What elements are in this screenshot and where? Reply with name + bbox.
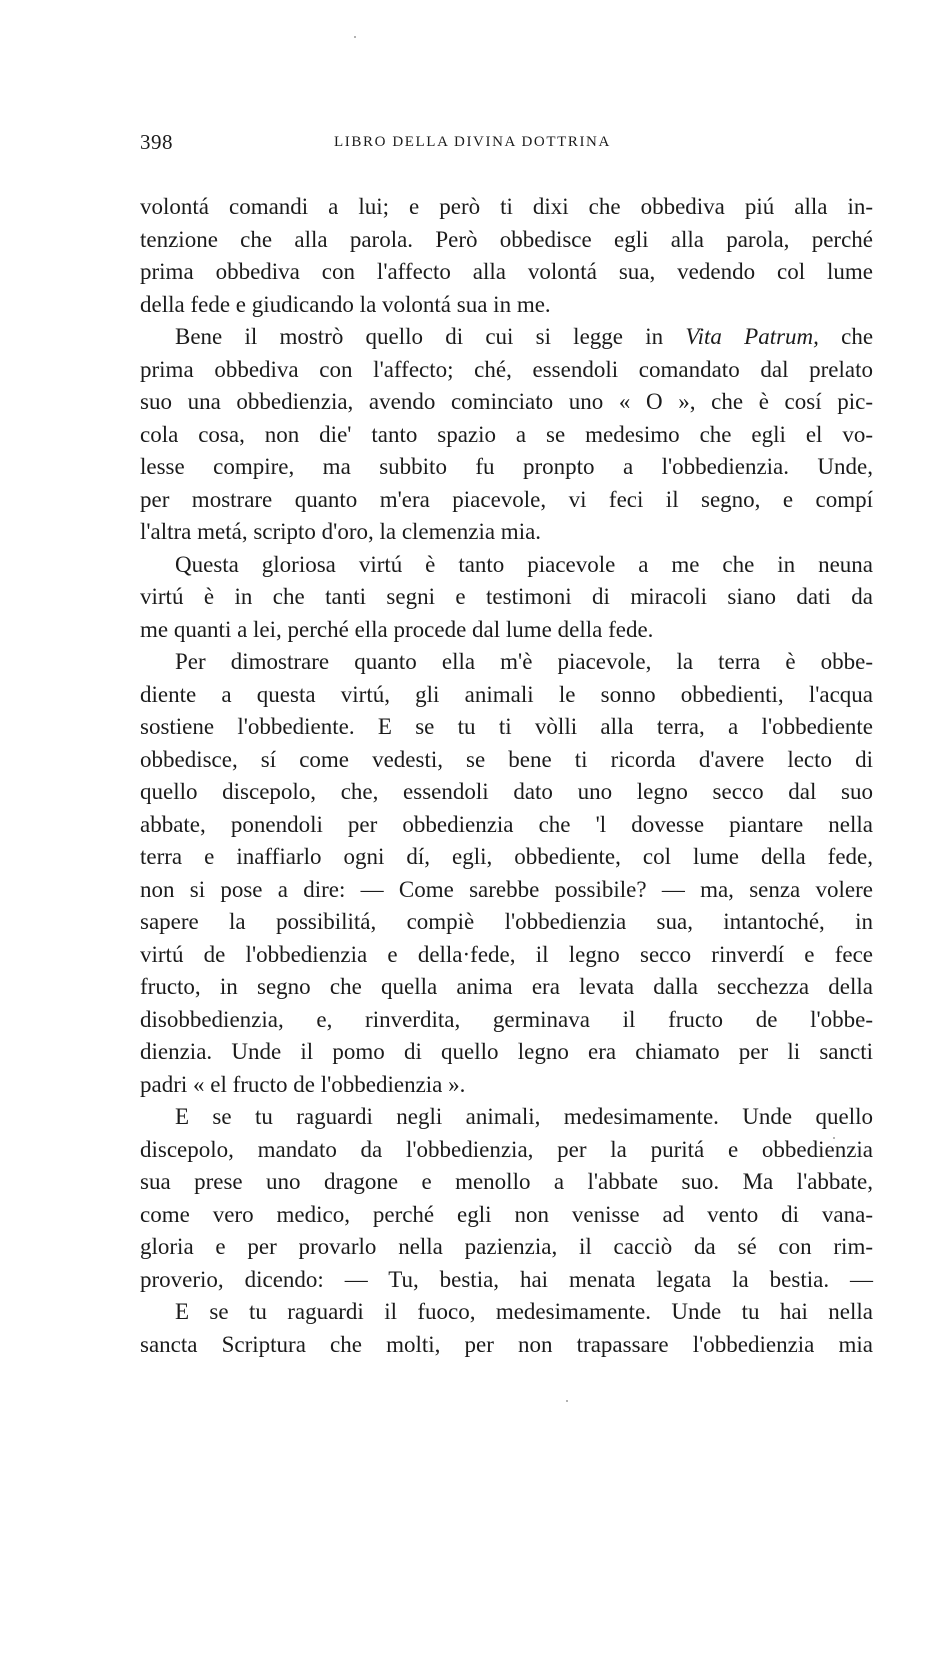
text-line: E se tu raguardi negli animali, medesimamente. Unde quello	[175, 1104, 873, 1129]
text-line: Questa gloriosa virtú è tanto piacevole a me che in neuna	[175, 551, 873, 577]
running-title: LIBRO DELLA DIVINA DOTTRINA	[334, 134, 611, 150]
paper-speck	[566, 1400, 568, 1402]
page-number: 398	[140, 130, 173, 154]
text-line: Per dimostrare quanto ella m'è piacevole, la terra è obbe-	[175, 649, 873, 674]
text-segment: Bene il mostrò quello di cui si legge in	[175, 324, 664, 349]
text-line: gloria e per provarlo nella pazienzia, il cacciò da sé con rim-	[140, 1234, 873, 1259]
text-line: come vero medico, perché egli non venisse ad vento di vana-	[140, 1201, 873, 1227]
text-line: sancta Scriptura che molti, per non trapassare l'obbedienzia mia	[140, 1331, 873, 1357]
text-line: sostiene l'obbediente. E se tu ti vòlli alla terra, a l'obbediente	[140, 714, 873, 739]
running-head	[140, 130, 873, 160]
text-line: fructo, in segno che quella anima era levata dalla secchezza della	[140, 974, 873, 999]
text-line: sua prese uno dragone e menollo a l'abbate suo. Ma l'abbate,	[140, 1169, 873, 1194]
text-line: suo una obbedienzia, avendo cominciato uno « O », che è cosí pic-	[140, 389, 873, 414]
italic-title: Vita Patrum,	[685, 324, 819, 349]
text-line: me quanti a lei, perché ella procede dal lume della fede.	[140, 616, 654, 642]
text-line: lesse compire, ma subbito fu pronpto a l'obbedienzia. Unde,	[140, 454, 873, 479]
text-line: proverio, dicendo: — Tu, bestia, hai menata legata la bestia. —	[140, 1266, 873, 1292]
body-text	[140, 191, 873, 1361]
text-line: padri « el fructo de l'obbedienzia ».	[140, 1071, 466, 1097]
text-line: cola cosa, non die' tanto spazio a se medesimo che egli el vo-	[140, 421, 873, 447]
text-line: terra e inaffiarlo ogni dí, egli, obbediente, col lume della fede,	[140, 844, 873, 869]
text-line: virtú è in che tanti segni e testimoni di miracoli siano dati da	[140, 584, 873, 609]
text-line: obbedisce, sí come vedesti, se bene ti ricorda d'avere lecto di	[140, 746, 873, 772]
text-line: non si pose a dire: — Come sarebbe possibile? — ma, senza volere	[140, 876, 873, 902]
text-line: discepolo, mandato da l'obbedienzia, per la puritá e obbedienzia	[140, 1136, 873, 1162]
text-line: virtú de l'obbedienzia e della·fede, il legno secco rinverdí e fece	[140, 941, 873, 967]
text-line: tenzione che alla parola. Però obbedisce egli alla parola, perché	[140, 226, 873, 252]
text-segment: che	[841, 324, 874, 349]
text-line: prima obbediva con l'affecto alla volontá sua, vedendo col lume	[140, 259, 873, 284]
text-line: disobbedienzia, e, rinverdita, germinava il fructo de l'obbe-	[140, 1006, 873, 1032]
text-line: l'altra metá, scripto d'oro, la clemenzia mia.	[140, 519, 542, 544]
text-line: E se tu raguardi il fuoco, medesimamente. Unde tu hai nella	[175, 1299, 873, 1324]
text-line: per mostrare quanto m'era piacevole, vi feci il segno, e compí	[140, 486, 873, 512]
text-line	[140, 321, 873, 354]
paper-speck	[354, 36, 356, 38]
text-line: sapere la possibilitá, compiè l'obbedienzia sua, intantoché, in	[140, 909, 873, 934]
text-line: abbate, ponendoli per obbedienzia che 'l dovesse piantare nella	[140, 811, 873, 837]
text-line: diente a questa virtú, gli animali le sonno obbedienti, l'acqua	[140, 681, 873, 707]
text-line: volontá comandi a lui; e però ti dixi che obbediva piú alla in-	[140, 194, 873, 219]
text-line: dienzia. Unde il pomo di quello legno era chiamato per li sancti	[140, 1039, 873, 1064]
text-line: quello discepolo, che, essendoli dato uno legno secco dal suo	[140, 779, 873, 804]
text-line: della fede e giudicando la volontá sua in me.	[140, 291, 551, 317]
text-line: prima obbediva con l'affecto; ché, essendoli comandato dal prelato	[140, 356, 873, 382]
